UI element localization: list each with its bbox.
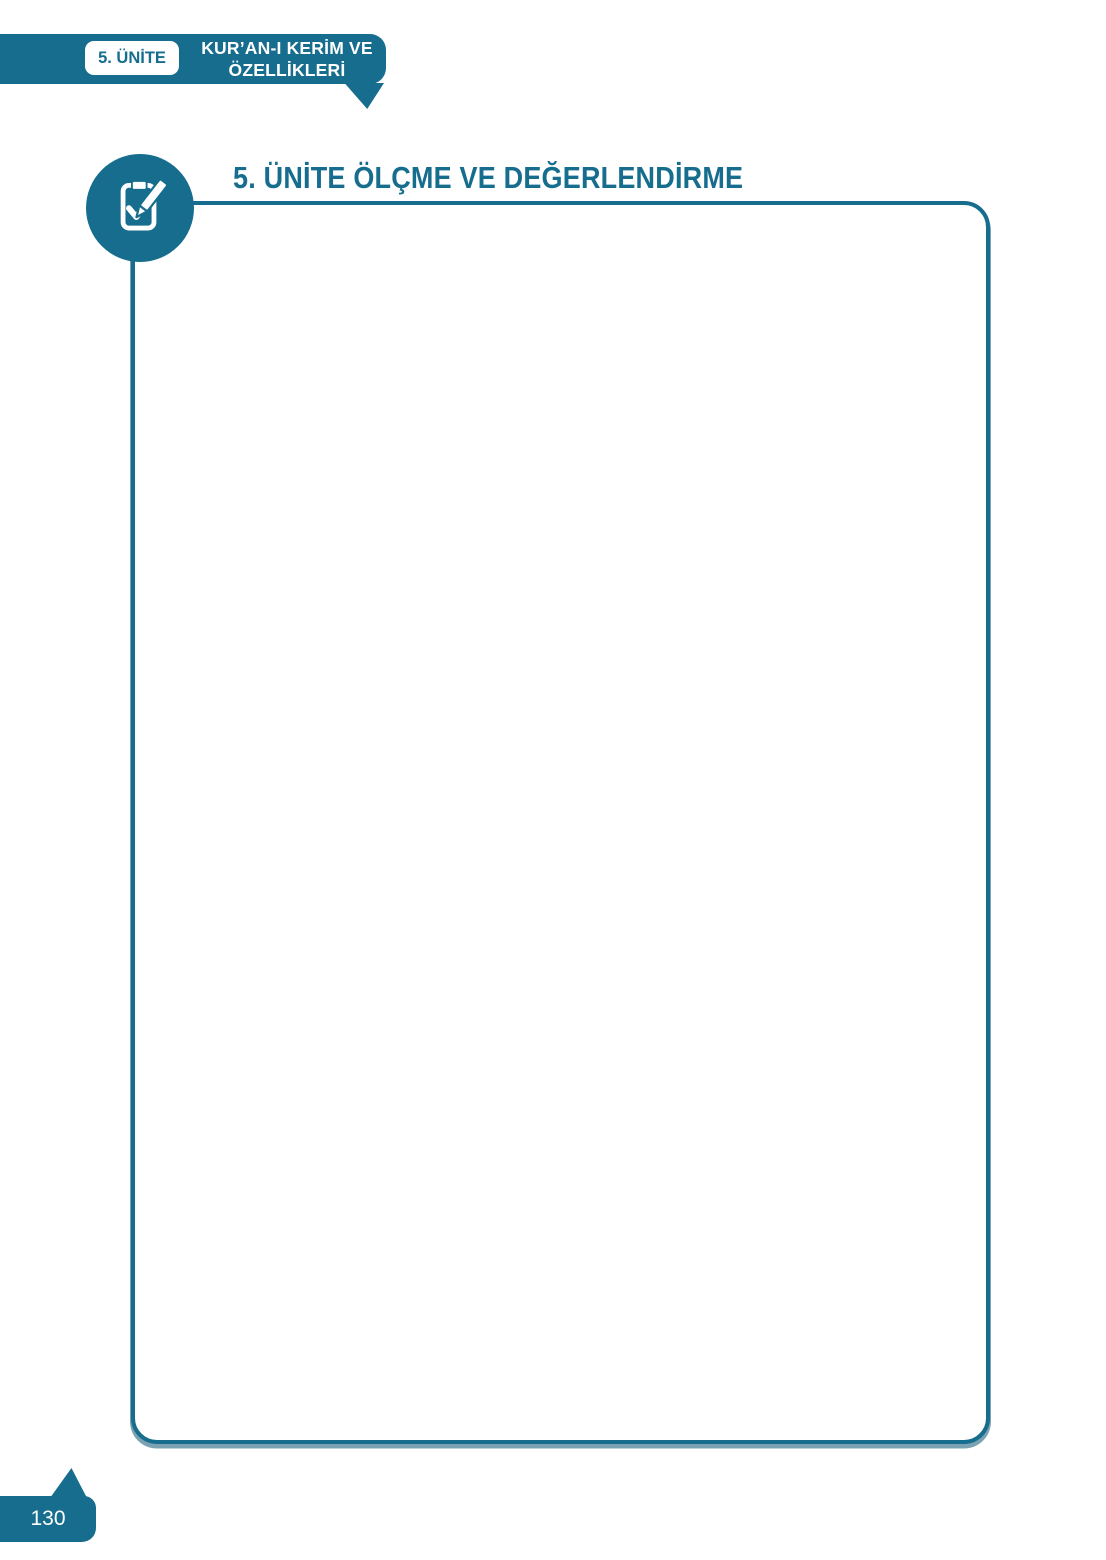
section-icon <box>86 154 194 262</box>
section-title: 5. ÜNİTE ÖLÇME VE DEĞERLENDİRME <box>233 161 744 195</box>
banner-title <box>188 37 386 81</box>
unit-badge: 5. ÜNİTE <box>85 41 179 75</box>
content-box <box>131 201 990 1444</box>
page-number-badge: 130 <box>0 1496 96 1542</box>
page-badge-tail <box>50 1468 87 1498</box>
unit-banner-tail <box>342 83 384 109</box>
clipboard-check-icon <box>101 167 179 250</box>
banner-title-line2: ÖZELLİKLERİ <box>228 60 346 80</box>
banner-title-line1: KUR’AN-I KERİM VE <box>201 38 373 58</box>
